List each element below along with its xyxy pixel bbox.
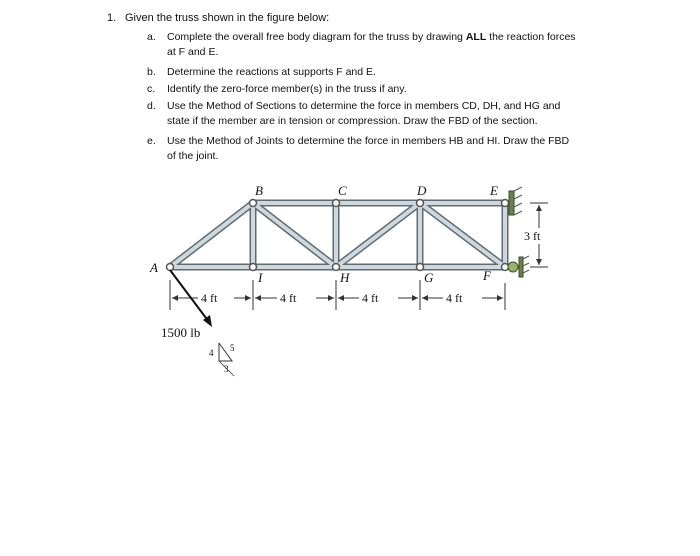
label-I: I bbox=[258, 270, 263, 285]
item-a-text bbox=[167, 30, 576, 60]
question-intro: Given the truss shown in the figure below: bbox=[125, 12, 330, 24]
question-number: 1. bbox=[107, 12, 117, 24]
label-E: E bbox=[490, 183, 498, 198]
item-a-line2: at F and E. bbox=[167, 46, 219, 58]
label-A: A bbox=[150, 260, 158, 275]
item-e-line2: of the joint. bbox=[167, 150, 219, 162]
dim-AI: 4 ft bbox=[201, 291, 218, 305]
slope-run: 3 bbox=[224, 364, 229, 374]
item-d-line1: Use the Method of Sections to determine the force in members CD, DH, and HG and bbox=[167, 100, 561, 112]
joint-I bbox=[250, 264, 257, 271]
item-e-text bbox=[167, 134, 569, 164]
slope-rise: 4 bbox=[209, 348, 214, 358]
item-a-bold: ALL bbox=[465, 31, 487, 43]
joint-D bbox=[417, 200, 424, 207]
joint-G bbox=[417, 264, 424, 271]
item-a-line1-end: the reaction forces bbox=[486, 31, 576, 43]
label-D: D bbox=[417, 183, 427, 198]
item-a-line1: Complete the overall free body diagram for the truss by drawing bbox=[167, 31, 466, 43]
item-d-text bbox=[167, 99, 560, 129]
load-label: 1500 lb bbox=[161, 325, 201, 340]
dim-IH: 4 ft bbox=[280, 291, 297, 305]
joint-H bbox=[333, 264, 340, 271]
label-H: H bbox=[340, 270, 350, 285]
item-e-line1: Use the Method of Joints to determine the force in members HB and HI. Draw the FBD bbox=[167, 135, 570, 147]
joint-B bbox=[250, 200, 257, 207]
joint-E bbox=[502, 200, 509, 207]
slope-hyp: 5 bbox=[230, 343, 235, 353]
label-F: F bbox=[483, 268, 491, 283]
item-e-label: e. bbox=[147, 135, 156, 147]
support-F bbox=[508, 256, 529, 277]
item-d-line2: state if the member are in tension or compression. Draw the FBD of the section. bbox=[167, 115, 538, 127]
label-B: B bbox=[255, 183, 263, 198]
dim-GF: 4 ft bbox=[446, 291, 463, 305]
item-a-label: a. bbox=[147, 31, 156, 43]
joint-A bbox=[167, 264, 174, 271]
item-b-text: Determine the reactions at supports F and E. bbox=[167, 66, 376, 78]
item-b-label: b. bbox=[147, 66, 156, 78]
height-dim-label: 3 ft bbox=[524, 229, 541, 243]
joint-C bbox=[333, 200, 340, 207]
label-G: G bbox=[424, 270, 434, 285]
support-E bbox=[509, 187, 522, 215]
truss-members bbox=[170, 203, 505, 267]
label-C: C bbox=[338, 183, 347, 198]
dim-HG: 4 ft bbox=[362, 291, 379, 305]
item-c-text: Identify the zero-force member(s) in the truss if any. bbox=[167, 83, 407, 95]
item-c-label: c. bbox=[147, 83, 156, 95]
item-d-label: d. bbox=[147, 100, 156, 112]
truss-figure bbox=[140, 178, 550, 388]
joint-F bbox=[502, 264, 509, 271]
